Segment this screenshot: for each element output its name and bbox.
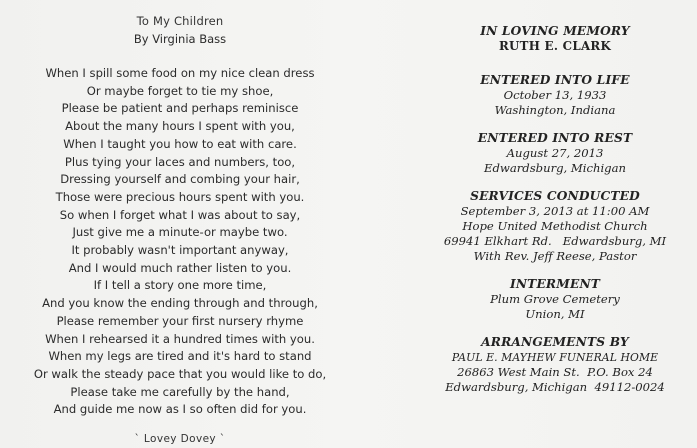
poem-line: It probably wasn't important anyway, (71, 243, 289, 258)
poem-line: When I spill some food on my nice clean dress (45, 66, 315, 80)
death-place: Edwardsburg, Michigan (484, 161, 626, 175)
poem-panel (20, 8, 340, 445)
interment-heading: INTERMENT (509, 277, 601, 291)
service-officiant: With Rev. Jeff Reese, Pastor (473, 249, 637, 263)
services-heading: SERVICES CONDUCTED (470, 189, 640, 203)
entered-rest-heading: ENTERED INTO REST (477, 131, 633, 145)
cemetery-location: Union, MI (525, 307, 585, 321)
poem-line: And you know the ending through and through, (42, 296, 318, 311)
interment-section (425, 277, 685, 322)
cemetery-name: Plum Grove Cemetery (490, 292, 620, 306)
poem-line: Dressing yourself and combing your hair, (60, 172, 300, 187)
poem-line: Or walk the steady pace that you would like to do, (33, 366, 327, 381)
entered-rest-section (425, 131, 685, 176)
birth-date: October 13, 1933 (503, 88, 607, 102)
poem-line: When I taught you how to eat with care. (63, 136, 297, 151)
poem-line: Or maybe forget to tie my shoe, (86, 83, 274, 98)
poem-line: About the many hours I spent with you, (65, 119, 295, 134)
death-date: August 27, 2013 (506, 146, 604, 160)
in-memory-section (425, 24, 685, 54)
poem-line: Plus tying your laces and numbers, too, (64, 154, 296, 169)
poem-line: Please be patient and perhaps reminisce (61, 101, 299, 116)
poem-line: Please take me carefully by the hand, (70, 384, 290, 399)
poem-author: By Virginia Bass (133, 32, 227, 46)
funeral-home-address: 26863 West Main St. P.O. Box 24 (457, 365, 653, 379)
poem-line: And guide me now as I so often did for you. (53, 402, 307, 417)
service-address: 69941 Elkhart Rd. Edwardsburg, MI (443, 234, 667, 248)
service-datetime: September 3, 2013 at 11:00 AM (460, 204, 650, 218)
poem-title: To My Children (136, 14, 224, 28)
birth-place: Washington, Indiana (494, 103, 616, 117)
poem-line: Please remember your first nursery rhyme (56, 313, 304, 328)
funeral-home-name: PAUL E. MAYHEW FUNERAL HOME (451, 351, 659, 364)
poem-line: Just give me a minute-or maybe two. (72, 225, 288, 240)
poem-line: So when I forget what I was about to say, (59, 207, 301, 222)
in-memory-heading: IN LOVING MEMORY (480, 24, 630, 38)
poem-signature: ` Lovey Dovey ` (134, 433, 226, 446)
deceased-name: RUTH E. CLARK (498, 39, 612, 53)
poem-line: Those were precious hours spent with you. (55, 189, 305, 204)
poem-line: When my legs are tired and it's hard to stand (48, 349, 312, 364)
services-section (425, 189, 685, 264)
memorial-panel (425, 24, 685, 408)
arrangements-heading: ARRANGEMENTS BY (481, 335, 629, 349)
arrangements-section (425, 335, 685, 395)
funeral-home-city: Edwardsburg, Michigan 49112-0024 (445, 380, 665, 394)
poem-lines (20, 65, 340, 419)
poem-line: And I would much rather listen to you. (68, 260, 292, 275)
service-church: Hope United Methodist Church (462, 219, 648, 233)
entered-life-section (425, 73, 685, 118)
poem-line: If I tell a story one more time, (93, 278, 267, 293)
entered-life-heading: ENTERED INTO LIFE (480, 73, 630, 87)
poem-line: When I rehearsed it a hundred times with you. (45, 331, 315, 346)
